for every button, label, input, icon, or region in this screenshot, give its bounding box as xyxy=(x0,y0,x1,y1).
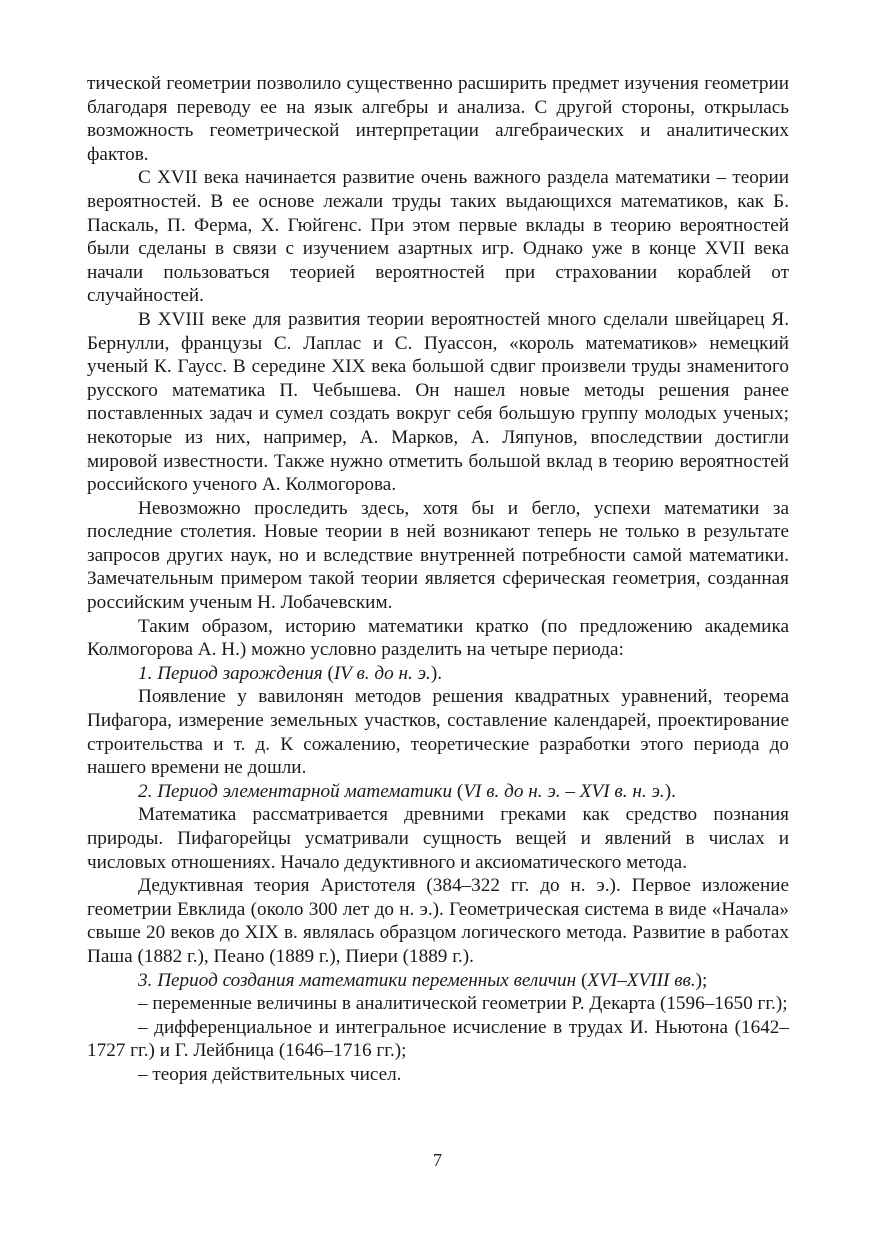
period-heading-dates: VI в. до н. э. – XVI в. н. э. xyxy=(463,780,665,802)
period-heading-title: 3. Период создания математики переменных величин xyxy=(138,969,577,991)
paragraph-probability-theory: С XVII века начинается развитие очень важного раздела математики – теории вероятностей. В ее основе лежали труды таких выдающихся математиков, как Б. Паскаль, П. Ферма, Х. Гюйгенс. При этом первые вклады в теорию вероятностей были сделаны в связи с изучением азартных игр. Однако уже в конце XVII века начали пользоваться теорией вероятностей при страховании кораблей от случайностей. xyxy=(87,167,789,307)
period-heading-dates: XVI–XVIII вв. xyxy=(587,969,696,991)
list-item-real-numbers: – теория действительных чисел. xyxy=(138,1063,402,1085)
list-item-newton-leibniz: – дифференциальное и интегральное исчисление в трудах И. Ньютона (1642–1727 гг.) и Г. Лейбница (1646–1716 гг.); xyxy=(87,1016,789,1062)
page-number: 7 xyxy=(433,1150,442,1170)
paragraph-periods-intro: Таким образом, историю математики кратко (по предложению академика Колмогорова А. Н.) можно условно разделить на четыре периода: xyxy=(87,615,789,661)
paragraph-recent-centuries: Невозможно проследить здесь, хотя бы и бегло, успехи математики за последние столетия. Новые теории в ней возникают теперь не только в результате запросов других наук, но и вследствие внутренней потребности самой математики. Замечательным примером такой теории является сферическая геометрия, созданная российским ученым Н. Лобачевским. xyxy=(87,497,789,614)
period-heading-title: 2. Период элементарной математики xyxy=(138,780,453,802)
paragraph-deductive-theory: Дедуктивная теория Аристотеля (384–322 гг. до н. э.). Первое изложение геометрии Евклида (около 300 лет до н. э.). Геометрическая система в виде «Начала» свыше 20 веков до XIX в. являлась образцом логического метода. Развитие в работах Паша (1882 г.), Пеано (1889 г.), Пиери (1889 г.). xyxy=(87,875,789,967)
period-heading-title: 1. Период зарождения xyxy=(138,662,323,684)
period-heading-1: 1. Период зарождения (IV в. до н. э.). xyxy=(138,662,443,684)
period-heading-3: 3. Период создания математики переменных величин (XVI–XVIII вв.); xyxy=(138,969,708,991)
period-heading-dates: IV в. до н. э. xyxy=(333,662,431,684)
paragraph-period-2: Математика рассматривается древними греками как средство познания природы. Пифагорейцы усматривали сущность вещей и явлений в числах и числовых отношениях. Начало дедуктивного и аксиоматического метода. xyxy=(87,804,789,873)
period-heading-2: 2. Период элементарной математики (VI в. до н. э. – XVI в. н. э.). xyxy=(138,780,676,802)
page-body xyxy=(87,72,789,1087)
list-item-descartes: – переменные величины в аналитической геометрии Р. Декарта (1596–1650 гг.); xyxy=(138,993,788,1015)
paragraph-18th-century: В XVIII веке для развития теории вероятностей много сделали швейцарец Я. Бернулли, французы С. Лаплас и С. Пуассон, «король математиков» немецкий ученый К. Гаусс. В середине XIX века большой сдвиг произвели труды знаменитого русского математика П. Чебышева. Он нашел новые методы решения ранее поставленных задач и сумел создать вокруг себя большую группу молодых ученых; некоторые из них, например, А. Марков, А. Ляпунов, впоследствии достигли мировой известности. Также нужно отметить большой вклад в теорию вероятностей российского ученого А. Колмогорова. xyxy=(87,308,789,496)
paragraph-continuation: тической геометрии позволило существенно расширить предмет изучения геометрии благодаря переводу ее на язык алгебры и анализа. С другой стороны, открылась возможность геометрической интерпретации алгебраических и аналитических фактов. xyxy=(87,73,789,165)
paragraph-period-1: Появление у вавилонян методов решения квадратных уравнений, теорема Пифагора, измерение земельных участков, составление календарей, проектирование строительства и т. д. К сожалению, теоретические разработки этого периода до нашего времени не дошли. xyxy=(87,686,789,779)
